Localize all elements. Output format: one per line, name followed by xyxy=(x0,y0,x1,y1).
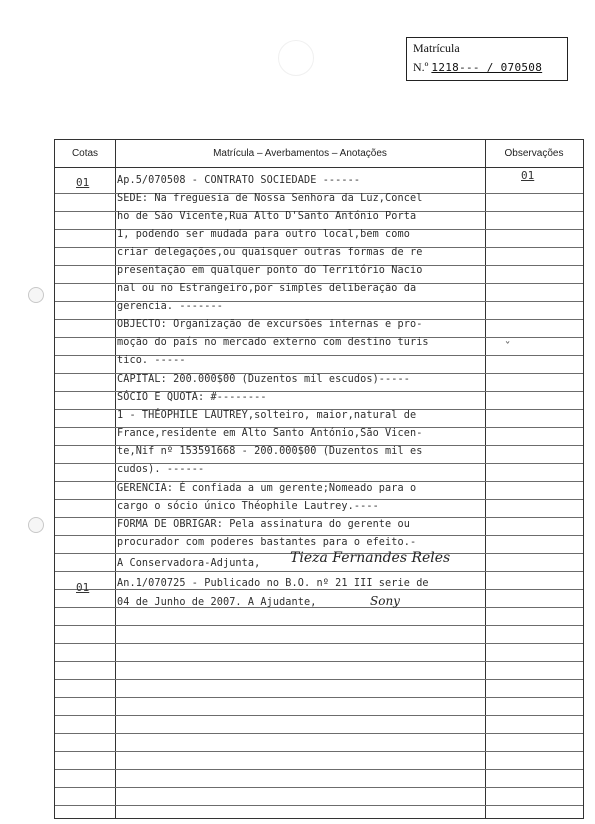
column-divider xyxy=(115,140,116,818)
entry-1-line: OBJECTO: Organização de excursões internas e pro- xyxy=(117,319,423,330)
entry-1-line: Ap.5/070508 - CONTRATO SOCIEDADE ------ xyxy=(117,175,361,186)
entry-1-cota: 01 xyxy=(76,176,90,189)
ruled-line xyxy=(55,751,583,752)
entry-1-line: 1, podendo ser mudada para outro local,bem como xyxy=(117,229,410,240)
ruled-line xyxy=(55,805,583,806)
entry-1-line: ho de São Vicente,Rua Alto D'Santo António Porta xyxy=(117,211,417,222)
entry-1-line: CAPITAL: 200.000$00 (Duzentos mil escudos)----- xyxy=(117,374,410,385)
entry-1-line: criar delegações,ou quaisquer outras formas de re xyxy=(117,247,423,258)
bleed-through-emblem xyxy=(278,40,314,76)
matricula-label: Matrícula xyxy=(413,41,460,55)
ruled-line xyxy=(55,697,583,698)
matricula-stamp xyxy=(406,37,568,81)
ruled-line xyxy=(55,787,583,788)
header-matricula: Matrícula – Averbamentos – Anotações xyxy=(213,148,387,159)
matricula-prefix: N.º xyxy=(413,60,429,74)
header-cotas: Cotas xyxy=(71,148,99,159)
ruled-line xyxy=(55,715,583,716)
entry-1-line: tico. ----- xyxy=(117,355,186,366)
ruled-line xyxy=(55,733,583,734)
matricula-number-line xyxy=(413,60,542,75)
entry-1-line: gerencia. ------- xyxy=(117,301,223,312)
header-observacoes: Observações xyxy=(504,148,564,159)
ruled-line xyxy=(55,625,583,626)
ruled-line xyxy=(55,661,583,662)
entry-2-line: An.1/070725 - Publicado no B.O. nº 21 III serie de xyxy=(117,578,429,589)
punch-hole-top xyxy=(28,287,44,303)
entry-2-line: 04 de Junho de 2007. A Ajudante, xyxy=(117,597,317,608)
entry-1-line: 1 - THÉOPHILE LAUTREY,solteiro, maior,natural de xyxy=(117,410,417,421)
entry-1-observation: 01 xyxy=(521,169,535,182)
ruled-line xyxy=(55,679,583,680)
punch-hole-bottom xyxy=(28,517,44,533)
entry-1-line: cargo o sócio único Théophile Lautrey.---- xyxy=(117,501,379,512)
ruled-line xyxy=(55,571,583,572)
entry-1-line: SÓCIO E QUOTA: #-------- xyxy=(117,392,267,403)
conservadora-signature: Tieza Fernandes Reles xyxy=(290,550,451,566)
observation-tick-mark: ˇ xyxy=(504,340,512,354)
entry-1-line: nal ou no Estrangeiro,por simples deliberação da xyxy=(117,283,417,294)
entry-1-line: presentação em qualquer ponto do Território Nacio xyxy=(117,265,423,276)
entry-1-line: France,residente em Alto Santo António,São Vicen- xyxy=(117,428,423,439)
header-rule xyxy=(55,167,583,168)
matricula-number: 1218--- / 070508 xyxy=(431,61,543,74)
entry-1-line: FORMA DE OBRIGAR: Pela assinatura do gerente ou xyxy=(117,519,410,530)
entry-2-cota: 01 xyxy=(76,581,90,594)
entry-1-line: cudos). ------ xyxy=(117,464,205,475)
entry-1-line: A Conservadora-Adjunta, xyxy=(117,558,261,569)
column-divider xyxy=(485,140,486,818)
ajudante-signature: Sony xyxy=(370,594,400,608)
entry-1-line: procurador com poderes bastantes para o efeito.- xyxy=(117,537,417,548)
ruled-line xyxy=(55,769,583,770)
entry-1-line: GERENCIA: É confiada a um gerente;Nomeado para o xyxy=(117,483,417,494)
entry-1-line: moção do país no mercado externo com destino turis xyxy=(117,337,429,348)
ruled-line xyxy=(55,643,583,644)
entry-1-line: te,Nif nº 153591668 - 200.000$00 (Duzentos mil es xyxy=(117,446,423,457)
entry-1-line: SEDE: Na freguesia de Nossa Senhora da Luz,Concel xyxy=(117,193,423,204)
